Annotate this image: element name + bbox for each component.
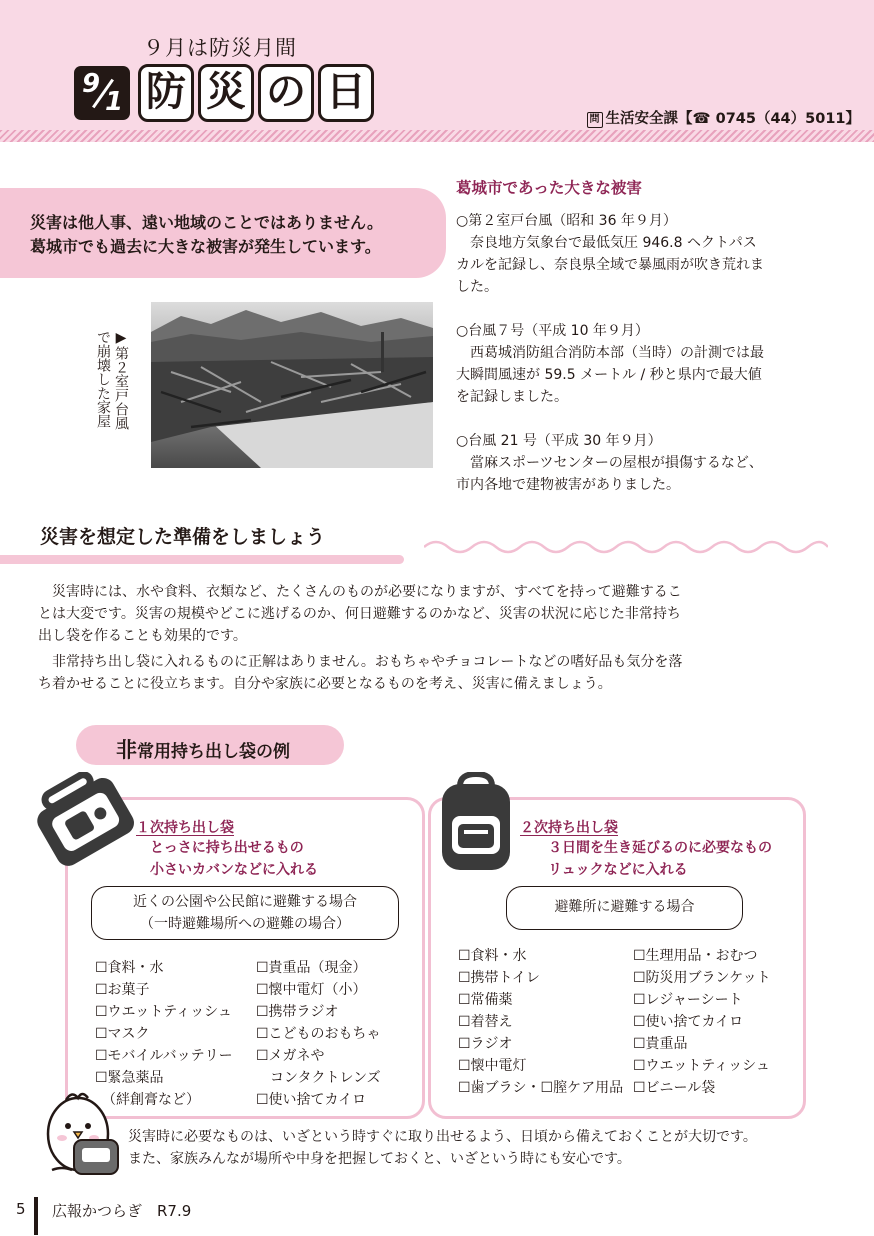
wave-divider [424, 539, 828, 555]
list-item: ☐ビニール袋 [633, 1080, 716, 1096]
list-item: ☐食料・水 [458, 948, 527, 964]
list-item: ☐緊急薬品 [95, 1070, 164, 1086]
history-2-heading: ○台風７号（平成 10 年９月） [456, 323, 649, 339]
page-number: 5 [16, 1200, 26, 1218]
title-char-3: の [258, 64, 314, 122]
note-line-2: また、家族みんなが場所や中身を把握しておくと、いざという時にも安心です。 [128, 1151, 631, 1167]
intro-line-2: 葛城市でも過去に大きな被害が発生しています。 [30, 237, 381, 256]
history-2-line-3: を記録しました。 [456, 389, 568, 405]
header-stripe [0, 130, 874, 142]
list-item: ☐生理用品・おむつ [633, 948, 758, 964]
history-1-heading: ○第２室戸台風（昭和 36 年９月） [456, 213, 677, 229]
magazine-name: 広報かつらぎ R7.9 [52, 1202, 192, 1220]
list-item: ☐こどものおもちゃ [256, 1026, 381, 1042]
kit-title-first-char: 非 [116, 738, 137, 762]
kit-title-rest: 常用持ち出し袋の例 [137, 742, 290, 762]
history-1-line-2: カルを記録し、奈良県全域で暴風雨が吹き荒れま [456, 257, 764, 273]
list-item: （絆創膏など） [95, 1092, 200, 1108]
prep-underline [0, 555, 404, 564]
list-item: ☐防災用ブランケット [633, 970, 771, 986]
history-3-line-1: 當麻スポーツセンターの屋根が損傷するなど、 [456, 455, 763, 471]
prep-line-5: ち着かせることに役立ちます。自分や家族に必要となるものを考え、災害に備えましょう。 [38, 676, 612, 692]
title-char-4: 日 [318, 64, 374, 122]
primary-kit-desc-2: 小さいカバンなどに入れる [150, 862, 318, 878]
list-item: ☐ラジオ [458, 1036, 513, 1052]
primary-scene-line-2: （一時避難場所への避難の場合） [140, 916, 350, 932]
list-item: ☐着替え [458, 1014, 513, 1030]
list-item: ☐ウエットティッシュ [95, 1004, 232, 1020]
secondary-kit-label: ２次持ち出し袋 [520, 820, 618, 836]
history-1-line-1: 奈良地方気象台で最低気圧 946.8 ヘクトパス [456, 235, 757, 251]
secondary-kit-desc-1: ３日間を生き延びるのに必要なもの [548, 840, 772, 856]
date-month: 9 [82, 69, 101, 99]
secondary-kit-desc-2: リュックなどに入れる [548, 862, 688, 878]
list-item: ☐レジャーシート [633, 992, 743, 1008]
primary-list-col-2 [256, 957, 381, 1111]
primary-scene-line-1: 近くの公園や公民館に避難する場合 [133, 894, 357, 910]
note-line-1: 災害時に必要なものは、いざという時すぐに取り出せるよう、日頃から備えておくことが大切です。 [128, 1129, 757, 1145]
date-day: 1 [105, 87, 124, 117]
prep-line-4: 非常持ち出し袋に入れるものに正解はありません。おもちゃやチョコレートなどの嗜好品も気分を落 [38, 654, 683, 670]
prep-title: 災害を想定した準備をしましょう [40, 526, 326, 548]
list-item: ☐貴重品 [633, 1036, 688, 1052]
list-item: ☐使い捨てカイロ [633, 1014, 744, 1030]
contact-text: 生活安全課【☎ 0745（44）5011】 [605, 111, 860, 127]
list-item: ☐お菓子 [95, 982, 150, 998]
list-item: ☐マスク [95, 1026, 150, 1042]
list-item: ☐食料・水 [95, 960, 164, 976]
secondary-list-col-2 [633, 945, 771, 1099]
backpack-icon [436, 772, 516, 872]
list-item: ☐携帯トイレ [458, 970, 540, 986]
history-3-line-2: 市内各地で建物被害がありました。 [456, 477, 680, 493]
list-item: ☐歯ブラシ・☐膣ケア用品 [458, 1080, 624, 1096]
secondary-scene: 避難所に避難する場合 [506, 886, 743, 930]
history-3-heading: ○台風 21 号（平成 30 年９月） [456, 433, 662, 449]
list-item: ☐ウエットティッシュ [633, 1058, 770, 1074]
prep-line-1: 災害時には、水や食料、衣類など、たくさんのものが必要になりますが、すべてを持って避難するこ [38, 584, 682, 600]
primary-scene [91, 886, 399, 940]
list-item: ☐貴重品（現金） [256, 960, 367, 976]
contact-info [587, 107, 861, 128]
title-char-1: 防 [138, 64, 194, 122]
chick-mascot-icon [44, 1086, 124, 1178]
history-2-line-1: 西葛城消防組合消防本部（当時）の計測では最 [456, 345, 764, 361]
history-2-line-2: 大瞬間風速が 59.5 メートル / 秒と県内で最大値 [456, 367, 762, 383]
shoulder-bag-icon [36, 772, 140, 876]
list-item: ☐常備薬 [458, 992, 513, 1008]
intro-banner [0, 188, 446, 278]
prep-line-3: 出し袋を作ることも効果的です。 [38, 628, 247, 644]
history-1-line-3: した。 [456, 279, 498, 295]
date-badge [74, 66, 130, 120]
month-title: ９月は防災月間 [143, 36, 297, 60]
list-item: ☐懐中電灯（小） [256, 982, 367, 998]
typhoon-damage-photo [151, 302, 433, 468]
photo-caption: ▶第２室戸台風で崩壊した家屋 [95, 330, 129, 430]
intro-line-1: 災害は他人事、遠い地域のことではありません。 [30, 213, 383, 232]
footer-divider [34, 1197, 38, 1235]
inquiry-icon: 問 [587, 112, 603, 128]
list-item: ☐メガネや [256, 1048, 325, 1064]
title-char-2: 災 [198, 64, 254, 122]
primary-kit-label: １次持ち出し袋 [136, 820, 234, 836]
history-title: 葛城市であった大きな被害 [456, 179, 642, 197]
kit-title [116, 734, 290, 764]
list-item: ☐使い捨てカイロ [256, 1092, 367, 1108]
primary-kit-desc-1: とっさに持ち出せるもの [150, 840, 304, 856]
photo-illustration [151, 302, 433, 468]
secondary-list-col-1 [458, 945, 623, 1099]
list-item: ☐携帯ラジオ [256, 1004, 339, 1020]
list-item: ☐懐中電灯 [458, 1058, 527, 1074]
list-item: ☐モバイルバッテリー [95, 1048, 233, 1064]
list-item: コンタクトレンズ [256, 1070, 381, 1086]
prep-line-2: とは大変です。災害の規模やどこに逃げるのか、何日避難するのかなど、災害の状況に応じた非常持ち [38, 606, 681, 622]
